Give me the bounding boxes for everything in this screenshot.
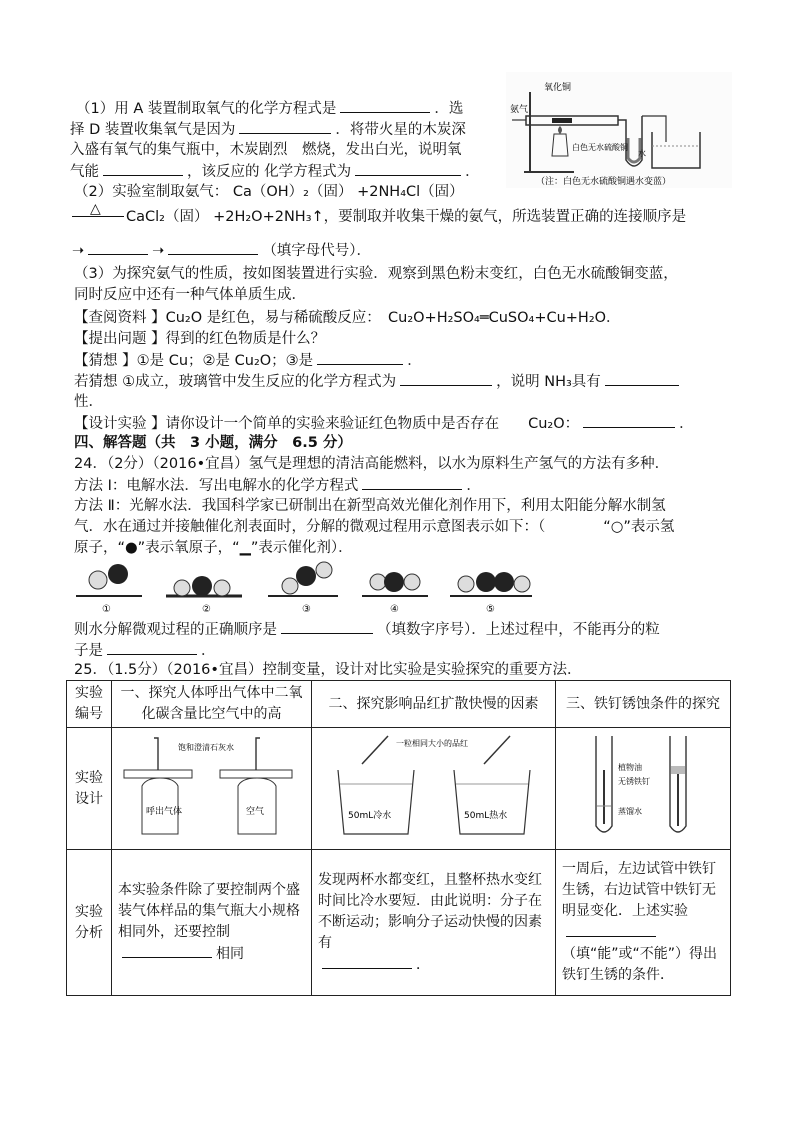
answer-blank[interactable] — [322, 954, 412, 969]
table-row-design — [67, 728, 731, 850]
answer-blank[interactable] — [340, 98, 430, 113]
design-cell-3 — [556, 728, 731, 850]
q24-line-7: 子是 ． — [74, 640, 216, 661]
q23-line-6: CaCl₂（固） +2H₂O+2NH₃↑，要制取并收集干燥的氨气，所选装置正确的连接顺序是 — [126, 209, 687, 225]
step-2 — [166, 576, 242, 615]
label-gas: 氨气 — [510, 105, 529, 115]
answer-blank[interactable] — [107, 640, 197, 655]
q23-line-2: 择 D 装置收集氧气是因为 ．将带火星的木炭深 — [70, 119, 466, 140]
step-5 — [450, 572, 532, 615]
q24-line-5: 原子，“●”表示氧原子，“▁”表示催化剂）． — [74, 540, 353, 556]
q25-intro: 25．（1.5分）（2016•宜昌）控制变量，设计对比实验是实验探究的重要方法． — [74, 662, 582, 678]
row-label: 实验设计 — [67, 728, 112, 850]
delta-symbol: △ — [90, 201, 101, 217]
design-cell-2 — [312, 728, 556, 850]
analysis-cell-3: 一周后，左边试管中铁钉生锈，右边试管中铁钉无明显变化．上述实验 （填“能”或“不能”）得出铁钉生锈的条件． — [556, 850, 731, 996]
section-heading: 四、解答题（共 3 小题，满分 6.5 分） — [74, 435, 352, 451]
q23-line-5: （2）实验室制取氨气： Ca（OH）₂（固） +2NH₄Cl（固） — [74, 184, 464, 200]
arrow-icon: ➝ — [152, 243, 165, 259]
q23-line-3: 入盛有氧气的集气瓶中，木炭剧烈 燃烧，发出白光，说明氧 — [70, 142, 462, 158]
q24-line-1: 24．（2分）（2016•宜昌）氢气是理想的清洁高能燃料，以水为原料生产氢气的方法有多种． — [74, 456, 670, 472]
step-3 — [268, 562, 338, 615]
q23-line-11: 【提出问题 】得到的红色物质是什么？ — [74, 331, 326, 347]
q23-line-7: ➝ ➝ （填字母代号）． — [72, 240, 371, 261]
table-row-analysis — [67, 850, 731, 996]
reaction-arrow — [72, 216, 124, 217]
header-cell: 二、探究影响品红扩散快慢的因素 — [312, 681, 556, 728]
step-label: ① — [102, 604, 111, 615]
design-cell-1 — [112, 728, 312, 850]
answer-blank[interactable] — [362, 475, 462, 490]
answer-blank[interactable] — [355, 161, 461, 176]
water-decomposition-figure — [72, 560, 542, 616]
label-water: 水 — [638, 149, 646, 158]
answer-blank[interactable] — [239, 119, 331, 134]
limewater-bottles-figure — [116, 730, 306, 840]
analysis-cell-1: 本实验条件除了要控制两个盛装气体样品的集气瓶大小规格相同外，还要控制 相同 — [112, 850, 312, 996]
q23-line-12: 【猜想 】①是 Cu；②是 Cu₂O；③是 ． — [74, 350, 422, 371]
label-cuso4: 白色无水硫酸铜 — [572, 143, 628, 152]
row-label: 实验分析 — [67, 850, 112, 996]
answer-blank[interactable] — [317, 350, 403, 365]
answer-blank[interactable] — [168, 240, 258, 255]
header-cell: 实验编号 — [67, 681, 112, 728]
table-header-row — [67, 681, 731, 728]
step-label: ⑤ — [486, 604, 495, 615]
copper-oxide — [552, 118, 572, 123]
label-cuo: 氧化铜 — [544, 83, 572, 93]
answer-blank[interactable] — [400, 371, 492, 386]
step-1 — [76, 564, 142, 615]
rust-tubes-figure — [560, 730, 728, 840]
q23-line-14: 性． — [74, 394, 103, 410]
step-label: ④ — [390, 604, 399, 615]
q23-line-15: 【设计实验 】请你设计一个简单的实验来验证红色物质中是否存在 Cu₂O： ． — [74, 413, 694, 434]
fig-label-dye: 一粒相同大小的品红 — [396, 739, 468, 748]
q23-line-10: 【查阅资料 】Cu₂O 是红色，易与稀硫酸反应： Cu₂O+H₂SO₄═CuSO₄+Cu+H₂O． — [74, 310, 621, 326]
analysis-cell-2: 发现两杯水都变红，且整杯热水变红时间比冷水要短．由此说明：分子在不断运动；影响分子运动快慢的因素有 ． — [312, 850, 556, 996]
fig-label-oil: 植物油 — [618, 763, 642, 772]
fig-label-nail: 无锈铁钉 — [618, 777, 650, 786]
q24-line-3: 方法 Ⅱ：光解水法．我国科学家已研制出在新型高效光催化剂作用下，利用太阳能分解水制氢 — [74, 498, 666, 514]
ammonia-apparatus-figure — [506, 72, 732, 188]
q23-line-9: 同时反应中还有一种气体单质生成． — [74, 287, 306, 303]
header-cell: 一、探究人体呼出气体中二氧化碳含量比空气中的高 — [112, 681, 312, 728]
answer-blank[interactable] — [122, 943, 212, 958]
answer-blank[interactable] — [583, 413, 675, 428]
fig-label-reagent: 饱和澄清石灰水 — [178, 743, 234, 752]
fig-label-hot: 50mL热水 — [464, 811, 508, 821]
fig-label-water: 蒸馏水 — [618, 807, 642, 816]
q23-line-13: 若猜想 ①成立，玻璃管中发生反应的化学方程式为 ，说明 NH₃具有 — [74, 371, 683, 392]
arrow-icon: ➝ — [72, 243, 85, 259]
figure-note: （注：白色无水硫酸铜遇水变蓝） — [536, 177, 672, 187]
fig-label-air: 空气 — [246, 807, 265, 817]
q23-line-8: （3）为探究氨气的性质，按如图装置进行实验．观察到黑色粉末变红，白色无水硫酸铜变蓝， — [74, 266, 678, 282]
fig-label-exhaled: 呼出气体 — [146, 807, 183, 817]
answer-blank[interactable] — [605, 371, 679, 386]
q23-line-4: 气能 ，该反应的 化学方程式为 ． — [70, 161, 480, 182]
diffusion-beakers-figure — [316, 730, 552, 840]
answer-blank[interactable] — [281, 619, 373, 634]
q24-line-6: 则水分解微观过程的正确顺序是 （填数字序号）．上述过程中，不能再分的粒 — [74, 619, 660, 640]
answer-blank[interactable] — [88, 240, 148, 255]
answer-blank[interactable] — [103, 161, 183, 176]
step-4 — [362, 572, 428, 615]
q24-line-2: 方法 Ⅰ：电解水法．写出电解水的化学方程式 ． — [74, 475, 481, 496]
header-cell: 三、铁钉锈蚀条件的探究 — [556, 681, 731, 728]
step-label: ② — [202, 604, 211, 615]
fig-label-cold: 50mL冷水 — [348, 811, 392, 821]
q23-line-1: （1）用 A 装置制取氧气的化学方程式是 ．选 — [76, 98, 463, 119]
answer-blank[interactable] — [566, 922, 656, 937]
step-label: ③ — [302, 604, 311, 615]
q24-line-4: 气．水在通过并接触催化剂表面时，分解的微观过程用示意图表示如下：（ “○”表示氢 — [74, 519, 675, 535]
experiment-table — [66, 680, 731, 996]
